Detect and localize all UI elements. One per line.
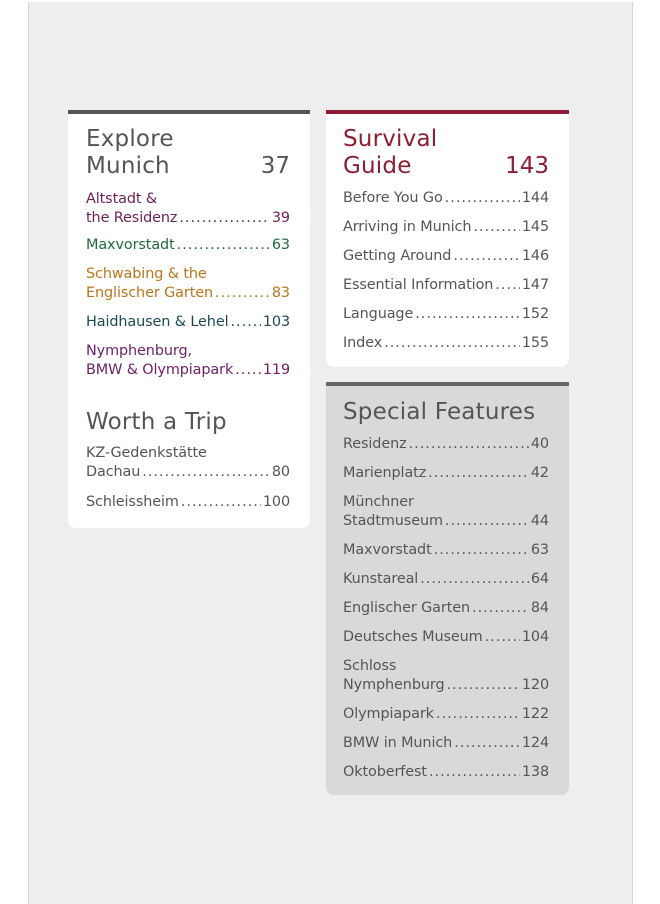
special-item-page: 124 (521, 735, 549, 751)
leader-dots (429, 763, 520, 782)
survival-item-label: Essential Information (343, 277, 494, 293)
survival-item-getting-around[interactable] (343, 247, 549, 266)
survival-item-arriving[interactable] (343, 218, 549, 237)
special-item-label: Nymphenburg (343, 677, 445, 693)
leader-dots (235, 361, 261, 380)
worth-item-page: 80 (271, 464, 290, 480)
explore-item-label: Englischer Garten (86, 285, 214, 301)
leader-dots (177, 236, 270, 255)
leader-dots (454, 734, 520, 753)
survival-item-index[interactable] (343, 334, 549, 353)
worth-item-line: KZ-Gedenkstätte (86, 445, 207, 461)
explore-top-bar (68, 110, 310, 114)
leader-dots (445, 512, 529, 531)
special-item-label: Deutsches Museum (343, 629, 483, 645)
survival-item-before-you-go[interactable] (343, 189, 549, 208)
survival-item-page: 146 (521, 248, 549, 264)
explore-item-label: the Residenz (86, 210, 178, 226)
explore-item-haidhausen[interactable] (86, 313, 290, 332)
leader-dots (384, 334, 520, 353)
worth-a-trip-title: Worth a Trip (86, 409, 227, 435)
survival-item-page: 145 (521, 219, 549, 235)
explore-item-altstadt[interactable] (86, 190, 290, 228)
survival-item-label: Language (343, 306, 414, 322)
special-item[interactable] (343, 705, 549, 724)
leader-dots (445, 189, 520, 208)
leader-dots (436, 705, 520, 724)
explore-title-line2: Munich (86, 153, 170, 179)
leader-dots (415, 305, 520, 324)
explore-item-page: 119 (262, 362, 290, 378)
leader-dots (179, 209, 270, 228)
special-item[interactable] (343, 657, 549, 695)
survival-item-label: Getting Around (343, 248, 452, 264)
survival-item-page: 152 (521, 306, 549, 322)
worth-item-label: Dachau (86, 464, 141, 480)
special-item-label: Maxvorstadt (343, 542, 432, 558)
special-item-label: Olympiapark (343, 706, 434, 722)
worth-item-page: 100 (262, 494, 290, 510)
special-item-page: 42 (530, 465, 549, 481)
explore-item-line: Nymphenburg, (86, 343, 192, 359)
survival-item-page: 147 (521, 277, 549, 293)
special-item[interactable] (343, 599, 549, 618)
leader-dots (428, 464, 529, 483)
leader-dots (181, 493, 261, 512)
survival-item-label: Index (343, 335, 383, 351)
special-item-page: 40 (530, 436, 549, 452)
survival-page-number: 143 (505, 153, 549, 179)
leader-dots (495, 276, 520, 295)
special-item-page: 104 (521, 629, 549, 645)
explore-page-number: 37 (260, 153, 290, 179)
worth-item-dachau[interactable] (86, 444, 290, 482)
special-item[interactable] (343, 570, 549, 589)
leader-dots (215, 284, 270, 303)
leader-dots (420, 570, 529, 589)
special-item-label: Kunstareal (343, 571, 419, 587)
special-item-label: Marienplatz (343, 465, 427, 481)
explore-title-line1: Explore (86, 126, 174, 152)
special-item[interactable] (343, 435, 549, 454)
special-item[interactable] (343, 628, 549, 647)
leader-dots (434, 541, 529, 560)
special-item-label: Oktoberfest (343, 764, 427, 780)
special-item-page: 138 (521, 764, 549, 780)
leader-dots (409, 435, 529, 454)
special-item-page: 63 (530, 542, 549, 558)
special-item-page: 122 (521, 706, 549, 722)
special-item[interactable] (343, 541, 549, 560)
worth-item-schleissheim[interactable] (86, 493, 290, 512)
special-item-page: 44 (530, 513, 549, 529)
explore-item-label: BMW & Olympiapark (86, 362, 234, 378)
explore-item-page: 63 (271, 237, 290, 253)
special-features-title: Special Features (343, 399, 536, 425)
special-item-label: Residenz (343, 436, 407, 452)
special-item-label: Stadtmuseum (343, 513, 443, 529)
special-item[interactable] (343, 734, 549, 753)
explore-item-page: 39 (271, 210, 290, 226)
explore-munich-card (68, 110, 310, 528)
survival-guide-card (326, 110, 569, 367)
explore-item-label: Haidhausen & Lehel (86, 314, 229, 330)
survival-item-language[interactable] (343, 305, 549, 324)
special-item[interactable] (343, 464, 549, 483)
special-item-page: 120 (521, 677, 549, 693)
survival-title-line2: Guide (343, 153, 412, 179)
worth-item-label: Schleissheim (86, 494, 179, 510)
survival-item-page: 155 (521, 335, 549, 351)
leader-dots (446, 676, 519, 695)
explore-item-line: Schwabing & the (86, 266, 207, 282)
survival-item-label: Before You Go (343, 190, 443, 206)
special-item[interactable] (343, 763, 549, 782)
explore-item-page: 103 (262, 314, 290, 330)
special-item-page: 84 (530, 600, 549, 616)
special-item-label: Englischer Garten (343, 600, 471, 616)
leader-dots (142, 463, 270, 482)
special-item-label: BMW in Munich (343, 735, 453, 751)
leader-dots (473, 218, 519, 237)
leader-dots (453, 247, 519, 266)
special-features-card (326, 382, 569, 795)
explore-item-line: Altstadt & (86, 191, 158, 207)
special-item[interactable] (343, 493, 549, 531)
survival-item-essential-info[interactable] (343, 276, 549, 295)
special-top-bar (326, 382, 569, 386)
explore-item-maxvorstadt[interactable] (86, 236, 290, 255)
leader-dots (485, 628, 520, 647)
survival-item-label: Arriving in Munich (343, 219, 472, 235)
survival-top-bar (326, 110, 569, 114)
leader-dots (472, 599, 529, 618)
special-item-line: Münchner (343, 494, 414, 510)
leader-dots (230, 313, 260, 332)
survival-title-line1: Survival (343, 126, 438, 152)
explore-item-nymphenburg[interactable] (86, 342, 290, 380)
explore-item-schwabing[interactable] (86, 265, 290, 303)
special-item-page: 64 (530, 571, 549, 587)
explore-item-page: 83 (271, 285, 290, 301)
survival-item-page: 144 (521, 190, 549, 206)
explore-item-label: Maxvorstadt (86, 237, 175, 253)
special-item-line: Schloss (343, 658, 397, 674)
